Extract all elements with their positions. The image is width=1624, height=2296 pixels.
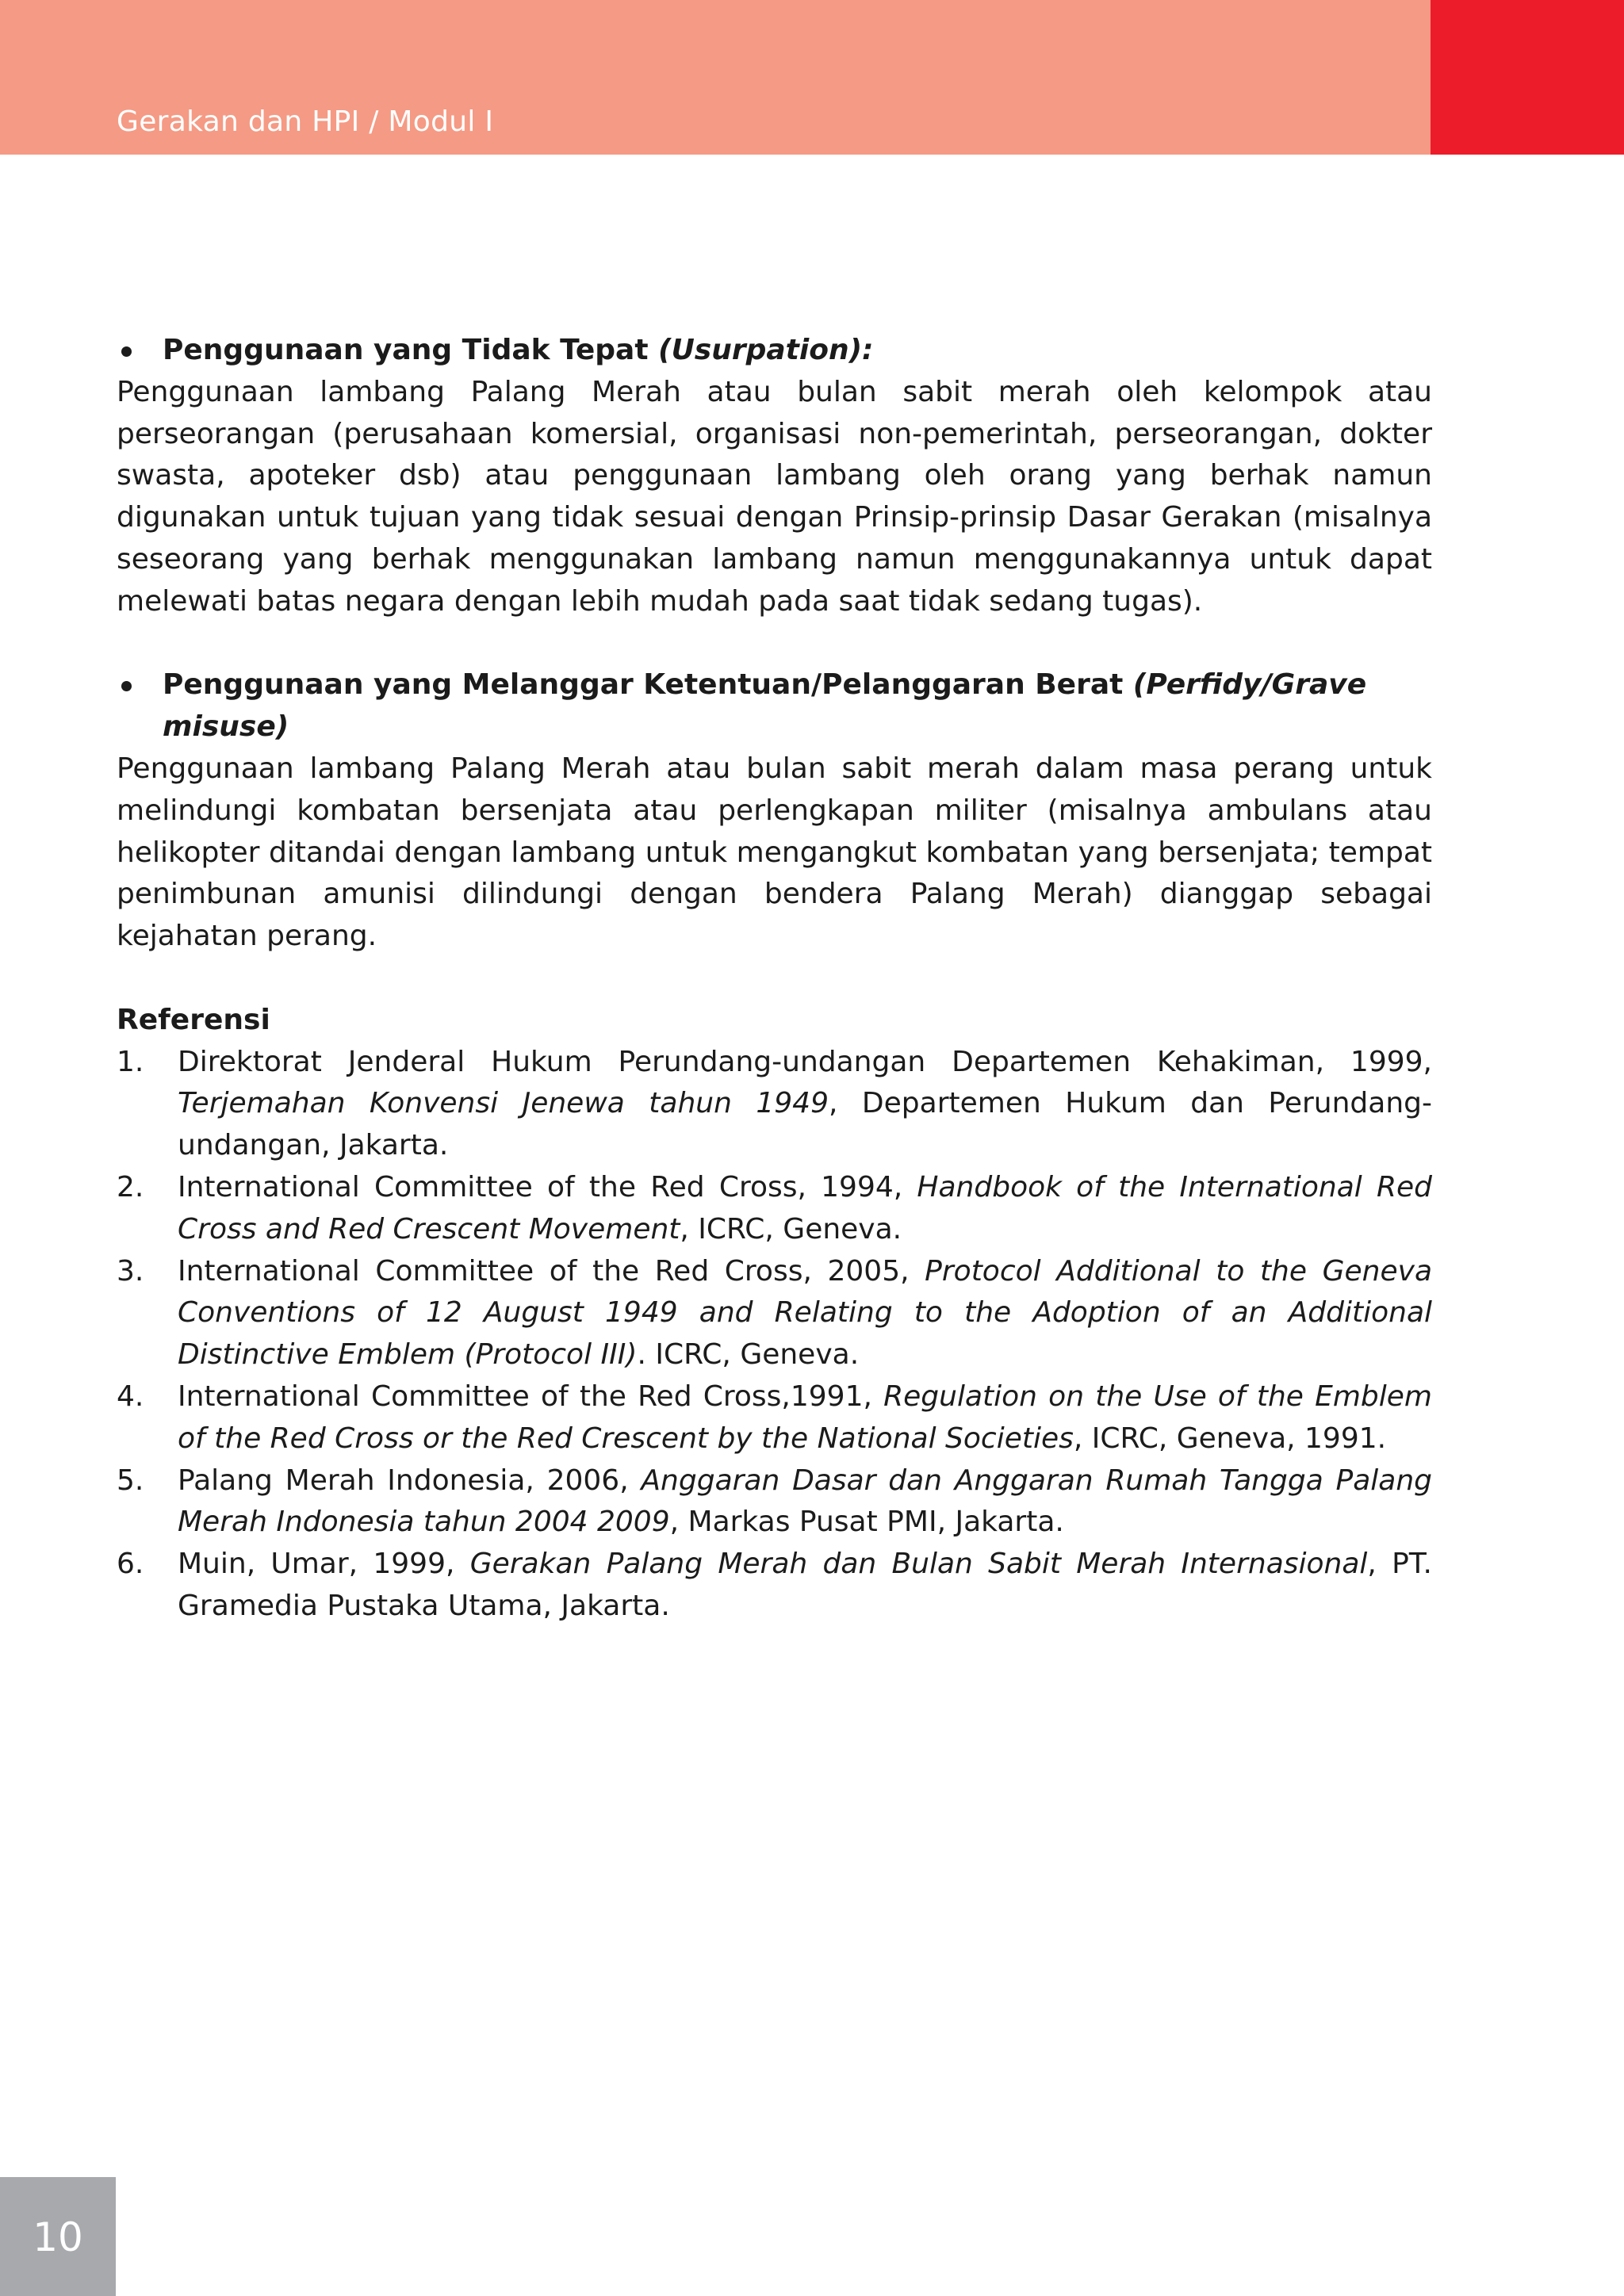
bullet-icon xyxy=(121,681,132,691)
section-heading xyxy=(117,664,1432,748)
reference-item xyxy=(117,1042,1432,1167)
reference-publisher: , ICRC, Geneva. xyxy=(680,1212,902,1246)
section-heading xyxy=(117,330,1432,372)
reference-item xyxy=(117,1544,1432,1628)
page-number: 10 xyxy=(33,2214,83,2260)
reference-publisher: , Markas Pusat PMI, Jakarta. xyxy=(669,1506,1064,1539)
page-content xyxy=(117,330,1432,1628)
references-list xyxy=(117,1042,1432,1628)
reference-title: Handbook of the International Red Cross and Red Crescent Movement xyxy=(178,1170,1432,1246)
reference-title: Gerakan Palang Merah dan Bulan Sabit Merah Internasional xyxy=(469,1548,1368,1581)
section-body: Penggunaan lambang Palang Merah atau bulan sabit merah dalam masa perang untuk melindungi kombatan bersenjata atau perlengkapan militer (misalnya ambulans atau helikopter ditandai dengan lambang untuk mengangkut kombatan yang bersenjata; tempat penimbunan amunisi dilindungi dengan bendera Palang Merah) dianggap sebagai kejahatan perang. xyxy=(117,752,1432,953)
reference-number: 4. xyxy=(117,1380,144,1413)
reference-number: 1. xyxy=(117,1045,144,1078)
reference-text: International Committee of the Red Cross, 1994, xyxy=(178,1170,917,1203)
reference-text: Palang Merah Indonesia, 2006, xyxy=(178,1464,642,1497)
section-heading-text: Penggunaan yang Tidak Tepat xyxy=(163,334,659,366)
reference-number: 5. xyxy=(117,1464,144,1497)
reference-item xyxy=(117,1167,1432,1251)
running-header: Gerakan dan HPI / Modul I xyxy=(117,105,494,138)
reference-number: 3. xyxy=(117,1254,144,1288)
reference-item xyxy=(117,1460,1432,1544)
reference-publisher: , Departemen Hukum dan Perundang-undangan, Jakarta. xyxy=(178,1087,1432,1162)
header-accent-block xyxy=(1431,0,1624,155)
reference-title: Protocol Additional to the Geneva Conventions of 12 August 1949 and Relating to the Adoption of an Additional Distinctive Emblem (Protocol III) xyxy=(178,1254,1432,1372)
reference-text: Direktorat Jenderal Hukum Perundang-undangan Departemen Kehakiman, 1999, xyxy=(178,1045,1432,1078)
reference-text: International Committee of the Red Cross, 2005, xyxy=(178,1254,925,1288)
section-heading-emphasis: (Usurpation): xyxy=(658,334,874,366)
bullet-icon xyxy=(121,346,132,357)
reference-publisher: . ICRC, Geneva. xyxy=(637,1338,860,1372)
section-heading-emphasis: (Perfidy/Grave misuse) xyxy=(163,668,1367,744)
reference-title: Regulation on the Use of the Emblem of the Red Cross or the Red Crescent by the National Societies xyxy=(178,1380,1432,1455)
reference-text: Muin, Umar, 1999, xyxy=(178,1548,470,1581)
reference-publisher: , PT. Gramedia Pustaka Utama, Jakarta. xyxy=(178,1548,1432,1622)
section-body: Penggunaan lambang Palang Merah atau bulan sabit merah oleh kelompok atau perseorangan (perusahaan komersial, organisasi non-pemerintah, perseorangan, dokter swasta, apoteker dsb) atau penggunaan lambang oleh orang yang berhak namun digunakan untuk tujuan yang tidak sesuai dengan Prinsip-prinsip Dasar Gerakan (misalnya seseorang yang berhak menggunakan lambang namun menggunakannya untuk dapat melewati batas negara dengan lebih mudah pada saat tidak sedang tugas). xyxy=(117,375,1432,618)
reference-item xyxy=(117,1376,1432,1460)
reference-number: 2. xyxy=(117,1170,144,1203)
section-heading-text: Penggunaan yang Melanggar Ketentuan/Pelanggaran Berat xyxy=(163,668,1133,702)
reference-title: Anggaran Dasar dan Anggaran Rumah Tangga Palang Merah Indonesia tahun 2004 2009 xyxy=(178,1464,1433,1539)
reference-item xyxy=(117,1251,1432,1376)
reference-number: 6. xyxy=(117,1548,144,1581)
reference-title: Terjemahan Konvensi Jenewa tahun 1949 xyxy=(178,1087,829,1120)
reference-publisher: , ICRC, Geneva, 1991. xyxy=(1073,1422,1387,1455)
references-title: Referensi xyxy=(117,1003,270,1036)
reference-text: International Committee of the Red Cross,1991, xyxy=(178,1380,884,1413)
